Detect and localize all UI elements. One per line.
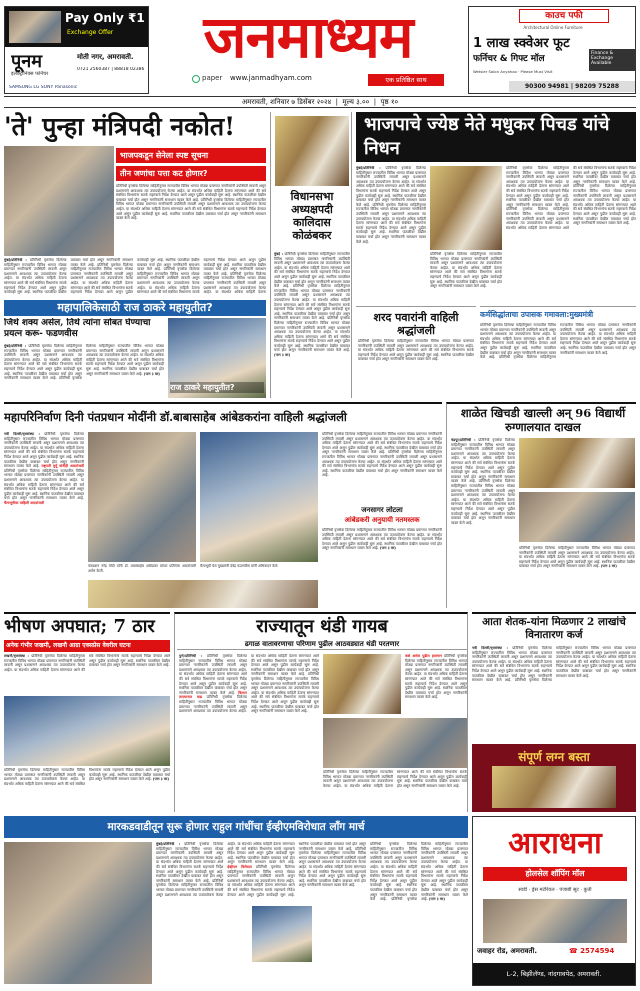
khichdi-story: शाळेत खिचडी खाल्ली अन् 96 विद्यार्थी रुग्णालयात दाखल चंद्रपूर/प्रतिनिधी : प्रतिनिधी वृत्तसेवा दिलेल्या माहितीनुसार राज्यातील विविध भागात मोठ्या प्रमाणात नागरिकांनी उपस्थिती लावली असून प्रशासनाने आवश्यक त्या उपाययोजना केल्या आहेत. या संदर्भात अधिक माहिती देताना सांगण्यात आले की सर्व संबंधित विभागांना सतर्क राहण्याचे निर्देश देण्यात आले असून पुढील कार्यवाही सुरू आहे. स्थानिक पातळीवर देखील याबाबत चर्चा होत असून नागरिकांनी समाधान व्यक्त केले आहे. प्रतिनिधी वृत्तसेवा दिलेल्या माहितीनुसार राज्यातील विविध भागात मोठ्या प्रमाणात नागरिकांनी उपस्थिती लावली असून प्रशासनाने आवश्यक त्या उपाययोजना केल्या आहेत. या संदर्भात अधिक माहिती देताना सांगण्यात आले की सर्व संबंधित विभागांना सतर्क राहण्याचे निर्देश देण्यात आले असून पुढील कार्यवाही सुरू आहे. स्थानिक पातळीवर देखील याबाबत चर्चा होत असून नागरिकांनी समाधान व्यक्त केले आहे. प्रतिनिधी वृत्तसेवा दिलेल्या माहितीनुसार राज्यातील विविध भागात मोठ्या प्रमाणात नागरिकांनी उपस्थिती लावली असून प्रशासनाने आवश्यक त्या उपाययोजना केल्या आहेत. या संदर्भात अधिक माहिती देताना सांगण्यात आले की सर्व संबंधित विभागांना सतर्क राहण्याचे निर्देश देण्यात आले असून पुढील कार्यवाही सुरू आहे. स्थानिक पातळीवर देखील याबाबत चर्चा होत असून नागरिकांनी समाधान व्यक्त केले आहे. (पान ३ वर) bbox=[446, 402, 636, 608]
ad-poonam-pay: Pay Only ₹1 bbox=[65, 11, 145, 25]
accident-story: भीषण अपघात; 7 ठार अनेक गंभीर जखमी, लखनौ आग्रा एक्सप्रेस वेवरील घटना लखनौ/वृत्तसंस्था : प्रतिनिधी वृत्तसेवा दिलेल्या माहितीनुसार राज्यातील विविध भागात मोठ्या प्रमाणात नागरिकांनी उपस्थिती लावली असून प्रशासनाने आवश्यक त्या उपाययोजना केल्या आहेत. या संदर्भात अधिक माहिती देताना सांगण्यात आले की सर्व संबंधित विभागांना सतर्क राहण्याचे निर्देश देण्यात आले असून पुढील कार्यवाही सुरू आहे. स्थानिक पातळीवर देखील याबाबत चर्चा होत असून नागरिकांनी समाधान व्यक्त केले आहे. प्रतिनिधी वृत्तसेवा दिलेल्या माहितीनुसार राज्यातील विविध भागात मोठ्या प्रमाणात नागरिकांनी उपस्थिती लावली असून प्रशासनाने आवश्यक त्या उपाययोजना केल्या आहेत. या संदर्भात अधिक माहिती देताना सांगण्यात आले की सर्व संबंधित विभागांना सतर्क राहण्याचे निर्देश देण्यात आले असून पुढील कार्यवाही सुरू आहे. स्थानिक पातळीवर देखील याबाबत चर्चा होत असून नागरिकांनी समाधान व्यक्त केले आहे. (पान ३ वर) bbox=[4, 612, 170, 812]
khichdi-photo-2 bbox=[519, 492, 635, 542]
markadwadi-story: मारकडवाडीतून सुरू होणार राहुल गांधींचा ईव्हीएमविरोधात लॉंग मार्च मुंबई/प्रतिनिधी : प्रतिनिधी वृत्तसेवा दिलेल्या माहितीनुसार राज्यातील विविध भागात मोठ्या प्रमाणात नागरिकांनी उपस्थिती लावली असून प्रशासनाने आवश्यक त्या उपाययोजना केल्या आहेत. या संदर्भात अधिक माहिती देताना सांगण्यात आले की सर्व संबंधित विभागांना सतर्क राहण्याचे निर्देश देण्यात आले असून पुढील कार्यवाही सुरू आहे. स्थानिक पातळीवर देखील याबाबत चर्चा होत असून नागरिकांनी समाधान व्यक्त केले आहे. प्रतिनिधी वृत्तसेवा दिलेल्या माहितीनुसार राज्यातील विविध भागात मोठ्या प्रमाणात नागरिकांनी उपस्थिती लावली असून प्रशासनाने आवश्यक त्या उपाययोजना केल्या आहेत. या संदर्भात अधिक माहिती देताना सांगण्यात आले की सर्व संबंधित विभागांना सतर्क राहण्याचे निर्देश देण्यात आले असून पुढील कार्यवाही सुरू आहे. स्थानिक पातळीवर देखील याबाबत चर्चा होत असून नागरिकांनी समाधान व्यक्त केले आहे. ईव्हीएम विरोधात प्रतिनिधी वृत्तसेवा दिलेल्या माहितीनुसार राज्यातील विविध भागात मोठ्या प्रमाणात नागरिकांनी उपस्थिती लावली असून प्रशासनाने आवश्यक त्या उपाययोजना केल्या आहेत. या संदर्भात अधिक माहिती देताना सांगण्यात आले की सर्व संबंधित विभागांना सतर्क राहण्याचे निर्देश देण्यात आले असून पुढील कार्यवाही सुरू आहे. स्थानिक पातळीवर देखील याबाबत चर्चा होत असून नागरिकांनी समाधान व्यक्त केले आहे. प्रतिनिधी वृत्तसेवा दिलेल्या माहितीनुसार राज्यातील विविध भागात मोठ्या प्रमाणात नागरिकांनी उपस्थिती लावली असून प्रशासनाने आवश्यक त्या उपाययोजना केल्या आहेत. या संदर्भात अधिक माहिती देताना सांगण्यात आले की सर्व संबंधित विभागांना सतर्क राहण्याचे निर्देश देण्यात आले असून पुढील कार्यवाही सुरू आहे. स्थानिक पातळीवर देखील याबाबत चर्चा होत असून नागरिकांनी समाधान व्यक्त केले आहे. प्रतिनिधी वृत्तसेवा दिलेल्या माहितीनुसार राज्यातील विविध भागात मोठ्या प्रमाणात नागरिकांनी उपस्थिती लावली असून प्रशासनाने आवश्यक त्या उपाययोजना केल्या आहेत. या संदर्भात अधिक माहिती देताना सांगण्यात आले की सर्व संबंधित विभागांना सतर्क राहण्याचे निर्देश देण्यात आले असून पुढील कार्यवाही सुरू आहे. स्थानिक पातळीवर देखील याबाबत चर्चा होत असून नागरिकांनी समाधान व्यक्त केले आहे. प्रतिनिधी वृत्तसेवा दिलेल्या माहितीनुसार राज्यातील विविध भागात मोठ्या प्रमाणात नागरिकांनी उपस्थिती लावली असून प्रशासनाने आवश्यक त्या उपाययोजना केल्या आहेत. या संदर्भात अधिक माहिती देताना सांगण्यात आले की सर्व संबंधित विभागांना सतर्क राहण्याचे निर्देश देण्यात आले असून पुढील कार्यवाही सुरू आहे. स्थानिक पातळीवर देखील याबाबत चर्चा होत असून नागरिकांनी समाधान व्यक्त केले आहे. (पान ३ वर) bbox=[4, 816, 468, 986]
tribute-box: शरद पवारांनी वाहिली श्रद्धांजली प्रतिनिधी वृत्तसेवा दिलेल्या माहितीनुसार राज्यातील विविध भागात मोठ्या प्रमाणात नागरिकांनी उपस्थिती लावली असून प्रशासनाने आवश्यक त्या उपाययोजना केल्या आहेत. या संदर्भात अधिक माहिती देताना सांगण्यात आले की सर्व संबंधित विभागांना सतर्क राहण्याचे निर्देश देण्यात आले असून पुढील कार्यवाही सुरू आहे. स्थानिक पातळीवर देखील याबाबत चर्चा होत असून नागरिकांनी समाधान व्यक्त केले आहे. bbox=[356, 306, 476, 398]
lead-story: 'ते' पुन्हा मंत्रिपदी नकोत! भाजपकडून सेनेला स्पष्ट सूचना तीन जणांचा पत्ता कट होणार? प्रतिनिधी वृत्तसेवा दिलेल्या माहितीनुसार राज्यातील विविध भागात मोठ्या प्रमाणात नागरिकांनी उपस्थिती लावली असून प्रशासनाने आवश्यक त्या उपाययोजना केल्या आहेत. या संदर्भात अधिक माहिती देताना सांगण्यात आले की सर्व संबंधित विभागांना सतर्क राहण्याचे निर्देश देण्यात आले असून पुढील कार्यवाही सुरू आहे. स्थानिक पातळीवर देखील याबाबत चर्चा होत असून नागरिकांनी समाधान व्यक्त केले आहे. प्रतिनिधी वृत्तसेवा दिलेल्या माहितीनुसार राज्यातील विविध भागात मोठ्या प्रमाणात नागरिकांनी उपस्थिती लावली असून प्रशासनाने आवश्यक त्या उपाययोजना केल्या आहेत. या संदर्भात अधिक माहिती देताना सांगण्यात आले की सर्व संबंधित विभागांना सतर्क राहण्याचे निर्देश देण्यात आले असून पुढील कार्यवाही सुरू आहे. स्थानिक पातळीवर देखील याबाबत चर्चा होत असून नागरिकांनी समाधान व्यक्त केले आहे. मुंबई/प्रतिनिधी : प्रतिनिधी वृत्तसेवा दिलेल्या माहितीनुसार राज्यातील विविध भागात मोठ्या प्रमाणात नागरिकांनी उपस्थिती लावली असून प्रशासनाने आवश्यक त्या उपाययोजना केल्या आहेत. या संदर्भात अधिक माहिती देताना सांगण्यात आले की सर्व संबंधित विभागांना सतर्क राहण्याचे निर्देश देण्यात आले असून पुढील कार्यवाही सुरू आहे. स्थानिक पातळीवर देखील याबाबत चर्चा होत असून नागरिकांनी समाधान व्यक्त केले आहे. प्रतिनिधी वृत्तसेवा दिलेल्या माहितीनुसार राज्यातील विविध भागात मोठ्या प्रमाणात नागरिकांनी उपस्थिती लावली असून प्रशासनाने आवश्यक त्या उपाययोजना केल्या आहेत. या संदर्भात अधिक माहिती देताना सांगण्यात आले की सर्व संबंधित विभागांना सतर्क राहण्याचे निर्देश देण्यात आले असून पुढील कार्यवाही सुरू आहे. स्थानिक पातळीवर देखील याबाबत चर्चा होत असून नागरिकांनी समाधान व्यक्त केले आहे. प्रतिनिधी वृत्तसेवा दिलेल्या माहितीनुसार राज्यातील विविध भागात मोठ्या प्रमाणात नागरिकांनी उपस्थिती लावली असून प्रशासनाने आवश्यक त्या उपाययोजना केल्या आहेत. या संदर्भात अधिक माहिती देताना सांगण्यात आले की सर्व संबंधित विभागांना सतर्क राहण्याचे निर्देश देण्यात आले असून पुढील कार्यवाही सुरू आहे. स्थानिक पातळीवर देखील याबाबत चर्चा होत असून नागरिकांनी समाधान व्यक्त केले आहे. प्रतिनिधी वृत्तसेवा दिलेल्या माहितीनुसार राज्यातील विविध भागात मोठ्या प्रमाणात नागरिकांनी उपस्थिती लावली असून प्रशासनाने आवश्यक त्या उपाययोजना केल्या आहेत. या संदर्भात अधिक माहिती देताना महापालिकेसाठी राज ठाकरे महायुतीत? bbox=[4, 112, 266, 314]
accident-kicker: अनेक गंभीर जखमी, लखनौ आग्रा एक्सप्रेस वेवरील घटना bbox=[4, 640, 170, 652]
cold-photo-1 bbox=[323, 654, 401, 714]
ad-aaradhana-brand: आराधना bbox=[508, 826, 602, 861]
ad-couch-puffy: काउच पफी Architectural Online Furniture 1 लाख स्क्वेअर फूट फर्निचर & गिफ्ट मॉल Finance & Exchange Available Wetsier Salon Anyahoo · Please Must Visit 90300 94981 | 98209 75288 bbox=[468, 6, 636, 94]
markadwadi-headline: मारकडवाडीतून सुरू होणार राहुल गांधींचा ईव्हीएमविरोधात लॉंग मार्च bbox=[4, 816, 468, 838]
pichad-photo bbox=[430, 166, 502, 250]
ad-poonam: Pay Only ₹1 Exchange Offer पूनम इलेक्ट्रॉनिक्स फर्निचर मोती नगर, अमरावती. 0721 2560387 | 88818 02386 SAMSUNG LG SONY Panasonic bbox=[4, 6, 149, 94]
loan-headline: आता शेतक-यांना मिळणार 2 लाखांचे विनातारण कर्ज bbox=[482, 616, 626, 641]
khichdi-headline: शाळेत खिचडी खाल्ली अन् 96 विद्यार्थी रुग्णालयात दाखल bbox=[460, 406, 626, 434]
ad-aaradhana: आराधना होलसेल शॉपिंग मॉल साडी · ड्रेस मटेरियल · पंजाबी सूट · कुर्ती जवाहर रोड, अमरावती. ☎ 2574594 L-2, बिझीलॅण्ड, नांदगावपेठ, अमरावती. bbox=[472, 816, 636, 986]
speaker-heading: विधानसभा अध्यक्षपदी कालिदास कोळंबकर bbox=[290, 190, 334, 242]
mahapalika-photo: राज ठाकरे महायुतीत? bbox=[168, 318, 266, 398]
mahapalika-quote: जिथे शक्य असेल, तिथे त्यांना सोबत घेण्याचा प्रयत्न करू- फडणवीस bbox=[4, 318, 151, 339]
markadwadi-photo bbox=[4, 842, 152, 984]
karmasiddhant-box: कर्मसिद्धांताचा उपासक गमावला:मुख्यमंत्री प्रतिनिधी वृत्तसेवा दिलेल्या माहितीनुसार राज्यातील विविध भागात मोठ्या प्रमाणात नागरिकांनी उपस्थिती लावली असून प्रशासनाने आवश्यक त्या उपाययोजना केल्या आहेत. या संदर्भात अधिक माहिती देताना सांगण्यात आले की सर्व संबंधित विभागांना सतर्क राहण्याचे निर्देश देण्यात आले असून पुढील कार्यवाही सुरू आहे. स्थानिक पातळीवर देखील याबाबत चर्चा होत असून नागरिकांनी समाधान व्यक्त केले आहे. प्रतिनिधी वृत्तसेवा दिलेल्या माहितीनुसार राज्यातील विविध भागात मोठ्या प्रमाणात नागरिकांनी उपस्थिती लावली असून प्रशासनाने आवश्यक त्या उपाययोजना केल्या आहेत. या संदर्भात अधिक माहिती देताना सांगण्यात आले की सर्व संबंधित विभागांना सतर्क राहण्याचे निर्देश देण्यात आले असून पुढील कार्यवाही सुरू आहे. स्थानिक पातळीवर देखील याबाबत चर्चा होत असून नागरिकांनी समाधान व्यक्त केले आहे. bbox=[480, 306, 636, 398]
khichdi-photo-1 bbox=[519, 438, 635, 488]
ad-lagna-image bbox=[492, 766, 616, 808]
ad-poonam-brand: पूनम bbox=[11, 51, 42, 72]
accident-photo bbox=[4, 696, 170, 766]
tribute-headline: शरद पवारांनी वाहिली श्रद्धांजली bbox=[373, 311, 459, 337]
pichad-story: भाजपाचे ज्येष्ठ नेते मधुकर पिचड यांचे निधन मुंबई/प्रतिनिधी : प्रतिनिधी वृत्तसेवा दिलेल्या माहितीनुसार राज्यातील विविध भागात मोठ्या प्रमाणात नागरिकांनी उपस्थिती लावली असून प्रशासनाने आवश्यक त्या उपाययोजना केल्या आहेत. या संदर्भात अधिक माहिती देताना सांगण्यात आले की सर्व संबंधित विभागांना सतर्क राहण्याचे निर्देश देण्यात आले असून पुढील कार्यवाही सुरू आहे. स्थानिक पातळीवर देखील याबाबत चर्चा होत असून नागरिकांनी समाधान व्यक्त केले आहे. प्रतिनिधी वृत्तसेवा दिलेल्या माहितीनुसार राज्यातील विविध भागात मोठ्या प्रमाणात नागरिकांनी उपस्थिती लावली असून प्रशासनाने आवश्यक त्या उपाययोजना केल्या आहेत. या संदर्भात अधिक माहिती देताना सांगण्यात आले की सर्व संबंधित विभागांना सतर्क राहण्याचे निर्देश देण्यात आले असून पुढील कार्यवाही सुरू आहे. स्थानिक पातळीवर देखील याबाबत चर्चा होत असून नागरिकांनी समाधान व्यक्त केले आहे. प्रतिनिधी वृत्तसेवा दिलेल्या माहितीनुसार राज्यातील विविध भागात मोठ्या प्रमाणात नागरिकांनी उपस्थिती लावली असून प्रशासनाने आवश्यक त्या उपाययोजना केल्या आहेत. या संदर्भात अधिक माहिती देताना सांगण्यात आले की सर्व संबंधित विभागांना सतर्क राहण्याचे निर्देश देण्यात आले असून पुढील कार्यवाही सुरू आहे. स्थानिक पातळीवर देखील याबाबत चर्चा होत असून नागरिकांनी समाधान व्यक्त केले आहे. प्रतिनिधी वृत्तसेवा दिलेल्या माहितीनुसार राज्यातील विविध भागात मोठ्या प्रमाणात नागरिकांनी उपस्थिती लावली असून प्रशासनाने आवश्यक त्या उपाययोजना केल्या आहेत. या संदर्भात अधिक माहिती देताना सांगण्यात आले की सर्व संबंधित विभागांना सतर्क राहण्याचे निर्देश देण्यात आले असून पुढील कार्यवाही सुरू आहे. स्थानिक पातळीवर देखील याबाबत चर्चा होत असून नागरिकांनी समाधान व्यक्त केले आहे. प्रतिनिधी वृत्तसेवा दिलेल्या माहितीनुसार राज्यातील विविध भागात मोठ्या प्रमाणात नागरिकांनी उपस्थिती लावली असून प्रशासनाने आवश्यक त्या उपाययोजना केल्या आहेत. या संदर्भात अधिक माहिती देताना सांगण्यात आले की सर्व संबंधित विभागांना सतर्क राहण्याचे निर्देश देण्यात आले असून पुढील कार्यवाही सुरू आहे. स्थानिक पातळीवर देखील याबाबत चर्चा होत असून नागरिकांनी समाधान व्यक्त केले आहे. प्रतिनिधी वृत्तसेवा दिलेल्या माहितीनुसार राज्यातील विविध भागात मोठ्या प्रमाणात नागरिकांनी उपस्थिती लावली असून प्रशासनाने आवश्यक त्या उपाययोजना केल्या आहेत. या संदर्भात अधिक माहिती देताना सांगण्यात आले की सर्व संबंधित विभागांना सतर्क राहण्याचे निर्देश देण्यात आले असून पुढील कार्यवाही सुरू आहे. स्थानिक पातळीवर देखील याबाबत चर्चा होत असून नागरिकांनी समाधान व्यक्त केले आहे. शरद पवारांनी वाहिली श्रद्धांजली प्रतिनिधी वृत्तसेवा दिलेल्या माहितीनुसार राज्यातील विविध भागात मोठ्या प्रमाणात नागरिकांनी उपस्थिती लावली असून प्रशासनाने आवश्यक त्या उपाययोजना केल्या आहेत. या संदर्भात अधिक माहिती देताना सांगण्यात आले की सर्व संबंधित विभागांना सतर्क राहण्याचे निर्देश देण्यात आले असून पुढील कार्यवाही सुरू आहे. स्थानिक पातळीवर देखील याबाबत चर्चा होत असून नागरिकांनी समाधान व्यक्त केले आहे. कर्मसिद्धांताचा उपासक गमावला:मुख्यमंत्री प्रतिनिधी वृत्तसेवा दिलेल्या माहितीनुसार राज्यातील विविध भागात मोठ्या प्रमाणात नागरिकांनी उपस्थिती लावली असून प्रशासनाने आवश्यक त्या उपाययोजना केल्या आहेत. या संदर्भात अधिक माहिती देताना सांगण्यात आले की सर्व संबंधित विभागांना सतर्क राहण्याचे निर्देश देण्यात आले असून पुढील कार्यवाही सुरू आहे. स्थानिक पातळीवर देखील याबाबत चर्चा होत असून नागरिकांनी समाधान व्यक्त केले आहे. प्रतिनिधी वृत्तसेवा दिलेल्या माहितीनुसार राज्यातील विविध भागात मोठ्या प्रमाणात नागरिकांनी उपस्थिती लावली असून प्रशासनाने आवश्यक त्या उपाययोजना केल्या आहेत. या संदर्भात अधिक माहिती देताना सांगण्यात आले की सर्व संबंधित विभागांना सतर्क राहण्याचे निर्देश देण्यात आले असून पुढील कार्यवाही सुरू आहे. स्थानिक पातळीवर देखील याबाबत चर्चा होत असून नागरिकांनी समाधान व्यक्त केले आहे. bbox=[356, 112, 636, 398]
speaker-photo bbox=[275, 116, 349, 186]
karmasiddhant-headline: कर्मसिद्धांताचा उपासक गमावला:मुख्यमंत्री bbox=[480, 310, 594, 319]
ad-tv-image bbox=[9, 11, 61, 43]
ad-lagna: संपूर्ण लग्न बस्ता bbox=[472, 744, 636, 812]
paper-icon bbox=[192, 75, 200, 83]
ambedkar-photo-2 bbox=[200, 432, 318, 562]
cold-story: राज्यातून थंडी गायब ढगाळ वातावरणाचा परिणाम पुढील आठवड्यात थंडी परतणार पुणे/प्रतिनिधी : प्रतिनिधी वृत्तसेवा दिलेल्या माहितीनुसार राज्यातील विविध भागात मोठ्या प्रमाणात नागरिकांनी उपस्थिती लावली असून प्रशासनाने आवश्यक त्या उपाययोजना केल्या आहेत. या संदर्भात अधिक माहिती देताना सांगण्यात आले की सर्व संबंधित विभागांना सतर्क राहण्याचे निर्देश देण्यात आले असून पुढील कार्यवाही सुरू आहे. स्थानिक पातळीवर देखील याबाबत चर्चा होत असून नागरिकांनी समाधान व्यक्त केले आहे. किमान तापमानात वाढ प्रतिनिधी वृत्तसेवा दिलेल्या माहितीनुसार राज्यातील विविध भागात मोठ्या प्रमाणात नागरिकांनी उपस्थिती लावली असून प्रशासनाने आवश्यक त्या उपाययोजना केल्या आहेत. या संदर्भात अधिक माहिती देताना सांगण्यात आले की सर्व संबंधित विभागांना सतर्क राहण्याचे निर्देश देण्यात आले असून पुढील कार्यवाही सुरू आहे. स्थानिक पातळीवर देखील याबाबत चर्चा होत असून नागरिकांनी समाधान व्यक्त केले आहे. प्रतिनिधी वृत्तसेवा दिलेल्या माहितीनुसार राज्यातील विविध भागात मोठ्या प्रमाणात नागरिकांनी उपस्थिती लावली असून प्रशासनाने आवश्यक त्या उपाययोजना केल्या आहेत. या संदर्भात अधिक माहिती देताना सांगण्यात आले की सर्व संबंधित विभागांना सतर्क राहण्याचे निर्देश देण्यात आले असून पुढील कार्यवाही सुरू आहे. स्थानिक पातळीवर देखील याबाबत चर्चा होत असून नागरिकांनी समाधान व्यक्त केले आहे. कसे असेल पुढील हवामान प्रतिनिधी वृत्तसेवा दिलेल्या माहितीनुसार राज्यातील विविध भागात मोठ्या प्रमाणात नागरिकांनी उपस्थिती लावली असून प्रशासनाने आवश्यक त्या उपाययोजना केल्या आहेत. या संदर्भात अधिक माहिती देताना सांगण्यात आले की सर्व संबंधित विभागांना सतर्क राहण्याचे निर्देश देण्यात आले असून पुढील कार्यवाही सुरू आहे. स्थानिक पातळीवर देखील याबाबत चर्चा होत असून नागरिकांनी समाधान व्यक्त केले आहे. प्रतिनिधी वृत्तसेवा दिलेल्या माहितीनुसार राज्यातील विविध भागात मोठ्या प्रमाणात नागरिकांनी उपस्थिती लावली असून प्रशासनाने आवश्यक त्या उपाययोजना केल्या आहेत. या संदर्भात अधिक माहिती देताना सांगण्यात आले की सर्व संबंधित विभागांना सतर्क राहण्याचे निर्देश देण्यात आले असून पुढील कार्यवाही सुरू आहे. स्थानिक पातळीवर देखील याबाबत चर्चा होत असून नागरिकांनी समाधान व्यक्त केले आहे. bbox=[174, 612, 468, 812]
lead-photo bbox=[4, 146, 114, 256]
masthead bbox=[152, 4, 464, 90]
mahapalika-story: जिथे शक्य असेल, तिथे त्यांना सोबत घेण्याचा प्रयत्न करू- फडणवीस मुंबई/प्रतिनिधी : प्रतिनिधी वृत्तसेवा दिलेल्या माहितीनुसार राज्यातील विविध भागात मोठ्या प्रमाणात नागरिकांनी उपस्थिती लावली असून प्रशासनाने आवश्यक त्या उपाययोजना केल्या आहेत. या संदर्भात अधिक माहिती देताना सांगण्यात आले की सर्व संबंधित विभागांना सतर्क राहण्याचे निर्देश देण्यात आले असून पुढील कार्यवाही सुरू आहे. स्थानिक पातळीवर देखील याबाबत चर्चा होत असून नागरिकांनी समाधान व्यक्त केले आहे. प्रतिनिधी वृत्तसेवा दिलेल्या माहितीनुसार राज्यातील विविध भागात मोठ्या प्रमाणात नागरिकांनी उपस्थिती लावली असून प्रशासनाने आवश्यक त्या उपाययोजना केल्या आहेत. या संदर्भात अधिक माहिती देताना सांगण्यात आले की सर्व संबंधित विभागांना सतर्क राहण्याचे निर्देश देण्यात आले असून पुढील कार्यवाही सुरू आहे. स्थानिक पातळीवर देखील याबाबत चर्चा होत असून नागरिकांनी समाधान व्यक्त केले आहे. (पान ३ वर) राज ठाकरे महायुतीत? bbox=[4, 318, 266, 398]
pichad-headline: भाजपाचे ज्येष्ठ नेते मधुकर पिचड यांचे निधन bbox=[356, 112, 636, 162]
website-bar: paper www.janmadhyam.com एक प्रतिष्ठित साथ bbox=[192, 74, 464, 86]
tagline: एक प्रतिष्ठित साथ bbox=[368, 74, 444, 86]
cold-kicker: ढगाळ वातावरणाचा परिणाम पुढील आठवड्यात थंडी परतणार bbox=[177, 640, 467, 650]
cold-photo-2 bbox=[323, 718, 467, 768]
cold-headline: राज्यातून थंडी गायब bbox=[256, 616, 388, 637]
ambedkar-headline: महापरिनिर्वाण दिनी पंतप्रधान मोदींनी डॉ.बाबासाहेब आंबेडकरांना वाहिली श्रद्धांजली bbox=[4, 410, 347, 424]
lead-headline: 'ते' पुन्हा मंत्रिपदी नकोत! bbox=[4, 112, 236, 141]
speaker-story: विधानसभा अध्यक्षपदी कालिदास कोळंबकर मुंबई : प्रतिनिधी वृत्तसेवा दिलेल्या माहितीनुसार राज्यातील विविध भागात मोठ्या प्रमाणात नागरिकांनी उपस्थिती लावली असून प्रशासनाने आवश्यक त्या उपाययोजना केल्या आहेत. या संदर्भात अधिक माहिती देताना सांगण्यात आले की सर्व संबंधित विभागांना सतर्क राहण्याचे निर्देश देण्यात आले असून पुढील कार्यवाही सुरू आहे. स्थानिक पातळीवर देखील याबाबत चर्चा होत असून नागरिकांनी समाधान व्यक्त केले आहे. प्रतिनिधी वृत्तसेवा दिलेल्या माहितीनुसार राज्यातील विविध भागात मोठ्या प्रमाणात नागरिकांनी उपस्थिती लावली असून प्रशासनाने आवश्यक त्या उपाययोजना केल्या आहेत. या संदर्भात अधिक माहिती देताना सांगण्यात आले की सर्व संबंधित विभागांना सतर्क राहण्याचे निर्देश देण्यात आले असून पुढील कार्यवाही सुरू आहे. स्थानिक पातळीवर देखील याबाबत चर्चा होत असून नागरिकांनी समाधान व्यक्त केले आहे. प्रतिनिधी वृत्तसेवा दिलेल्या माहितीनुसार राज्यातील विविध भागात मोठ्या प्रमाणात नागरिकांनी उपस्थिती लावली असून प्रशासनाने आवश्यक त्या उपाययोजना केल्या आहेत. या संदर्भात अधिक माहिती देताना सांगण्यात आले की सर्व संबंधित विभागांना सतर्क राहण्याचे निर्देश देण्यात आले असून पुढील कार्यवाही सुरू आहे. स्थानिक पातळीवर देखील याबाबत चर्चा होत असून नागरिकांनी समाधान व्यक्त केले आहे. (पान ३ वर) bbox=[270, 112, 352, 398]
mahapalika-headline: महापालिकेसाठी राज ठाकरे महायुतीत? bbox=[4, 300, 266, 316]
dateline-bar: अमरावती, शनिवार ७ डिसेंबर २०२४ | मूल्य ३.०० | पृष्ठ १० bbox=[4, 96, 636, 108]
ambedkar-photo-1 bbox=[88, 432, 196, 562]
loan-story: आता शेतक-यांना मिळणार 2 लाखांचे विनातारण कर्ज नवी दिल्ली/वृत्तसंस्था : प्रतिनिधी वृत्तसेवा दिलेल्या माहितीनुसार राज्यातील विविध भागात मोठ्या प्रमाणात नागरिकांनी उपस्थिती लावली असून प्रशासनाने आवश्यक त्या उपाययोजना केल्या आहेत. या संदर्भात अधिक माहिती देताना सांगण्यात आले की सर्व संबंधित विभागांना सतर्क राहण्याचे निर्देश देण्यात आले असून पुढील कार्यवाही सुरू आहे. स्थानिक पातळीवर देखील याबाबत चर्चा होत असून नागरिकांनी समाधान व्यक्त केले आहे. प्रतिनिधी वृत्तसेवा दिलेल्या माहितीनुसार राज्यातील विविध भागात मोठ्या प्रमाणात नागरिकांनी उपस्थिती लावली असून प्रशासनाने आवश्यक त्या उपाययोजना केल्या आहेत. या संदर्भात अधिक माहिती देताना सांगण्यात आले की सर्व संबंधित विभागांना सतर्क राहण्याचे निर्देश देण्यात आले असून पुढील कार्यवाही सुरू आहे. स्थानिक पातळीवर देखील याबाबत चर्चा होत असून नागरिकांनी समाधान व्यक्त केले आहे. bbox=[472, 612, 636, 742]
lead-bullets: भाजपकडून सेनेला स्पष्ट सूचना तीन जणांचा पत्ता कट होणार? bbox=[116, 148, 266, 181]
accident-headline: भीषण अपघात; 7 ठार bbox=[4, 616, 155, 637]
website-link[interactable]: www.janmadhyam.com bbox=[230, 74, 312, 82]
ambedkar-story: महापरिनिर्वाण दिनी पंतप्रधान मोदींनी डॉ.बाबासाहेब आंबेडकरांना वाहिली श्रद्धांजली नवी दिल्ली/वृत्तसंस्था : प्रतिनिधी वृत्तसेवा दिलेल्या माहितीनुसार राज्यातील विविध भागात मोठ्या प्रमाणात नागरिकांनी उपस्थिती लावली असून प्रशासनाने आवश्यक त्या उपाययोजना केल्या आहेत. या संदर्भात अधिक माहिती देताना सांगण्यात आले की सर्व संबंधित विभागांना सतर्क राहण्याचे निर्देश देण्यात आले असून पुढील कार्यवाही सुरू आहे. स्थानिक पातळीवर देखील याबाबत चर्चा होत असून नागरिकांनी समाधान व्यक्त केले आहे. राष्ट्रपती मुर्मू यांनीही आदरांजली प्रतिनिधी वृत्तसेवा दिलेल्या माहितीनुसार राज्यातील विविध भागात मोठ्या प्रमाणात नागरिकांनी उपस्थिती लावली असून प्रशासनाने आवश्यक त्या उपाययोजना केल्या आहेत. या संदर्भात अधिक माहिती देताना सांगण्यात आले की सर्व संबंधित विभागांना सतर्क राहण्याचे निर्देश देण्यात आले असून पुढील कार्यवाही सुरू आहे. स्थानिक पातळीवर देखील याबाबत चर्चा होत असून नागरिकांनी समाधान व्यक्त केले आहे. चैत्यभूमीवर वाहिली आदरांजली पंतप्रधान नरेंद्र मोदी यांनी डॉ. बाबासाहेब आंबेडकर यांच्या प्रतिमेला आदरांजली अर्पण केली. चैत्यभूमी येथे मुख्यमंत्री देवेंद्र फडणवीस यांनी अभिवादन केले. प्रतिनिधी वृत्तसेवा दिलेल्या माहितीनुसार राज्यातील विविध भागात मोठ्या प्रमाणात नागरिकांनी उपस्थिती लावली असून प्रशासनाने आवश्यक त्या उपाययोजना केल्या आहेत. या संदर्भात अधिक माहिती देताना सांगण्यात आले की सर्व संबंधित विभागांना सतर्क राहण्याचे निर्देश देण्यात आले असून पुढील कार्यवाही सुरू आहे. स्थानिक पातळीवर देखील याबाबत चर्चा होत असून नागरिकांनी समाधान व्यक्त केले आहे. प्रतिनिधी वृत्तसेवा दिलेल्या माहितीनुसार राज्यातील विविध भागात मोठ्या प्रमाणात नागरिकांनी उपस्थिती लावली असून प्रशासनाने आवश्यक त्या उपाययोजना केल्या आहेत. या संदर्भात अधिक माहिती देताना सांगण्यात आले की सर्व संबंधित विभागांना सतर्क राहण्याचे निर्देश देण्यात आले असून पुढील कार्यवाही सुरू आहे. स्थानिक पातळीवर देखील याबाबत चर्चा होत असून नागरिकांनी समाधान व्यक्त केले आहे. जनसागर लोटला आंबेडकरी अनुयायी नतमस्तक प्रतिनिधी वृत्तसेवा दिलेल्या माहितीनुसार राज्यातील विविध भागात मोठ्या प्रमाणात नागरिकांनी उपस्थिती लावली असून प्रशासनाने आवश्यक त्या उपाययोजना केल्या आहेत. या संदर्भात अधिक माहिती देताना सांगण्यात आले की सर्व संबंधित विभागांना सतर्क राहण्याचे निर्देश देण्यात आले असून पुढील कार्यवाही सुरू आहे. स्थानिक पातळीवर देखील याबाबत चर्चा होत असून नागरिकांनी समाधान व्यक्त केले आहे. (पान ३ वर) bbox=[4, 402, 442, 608]
evm-photo bbox=[252, 906, 312, 962]
ambedkar-photo-3 bbox=[88, 580, 318, 608]
masthead-title: जनमाध्यम bbox=[203, 4, 413, 70]
ad-aaradhana-image bbox=[483, 899, 627, 943]
